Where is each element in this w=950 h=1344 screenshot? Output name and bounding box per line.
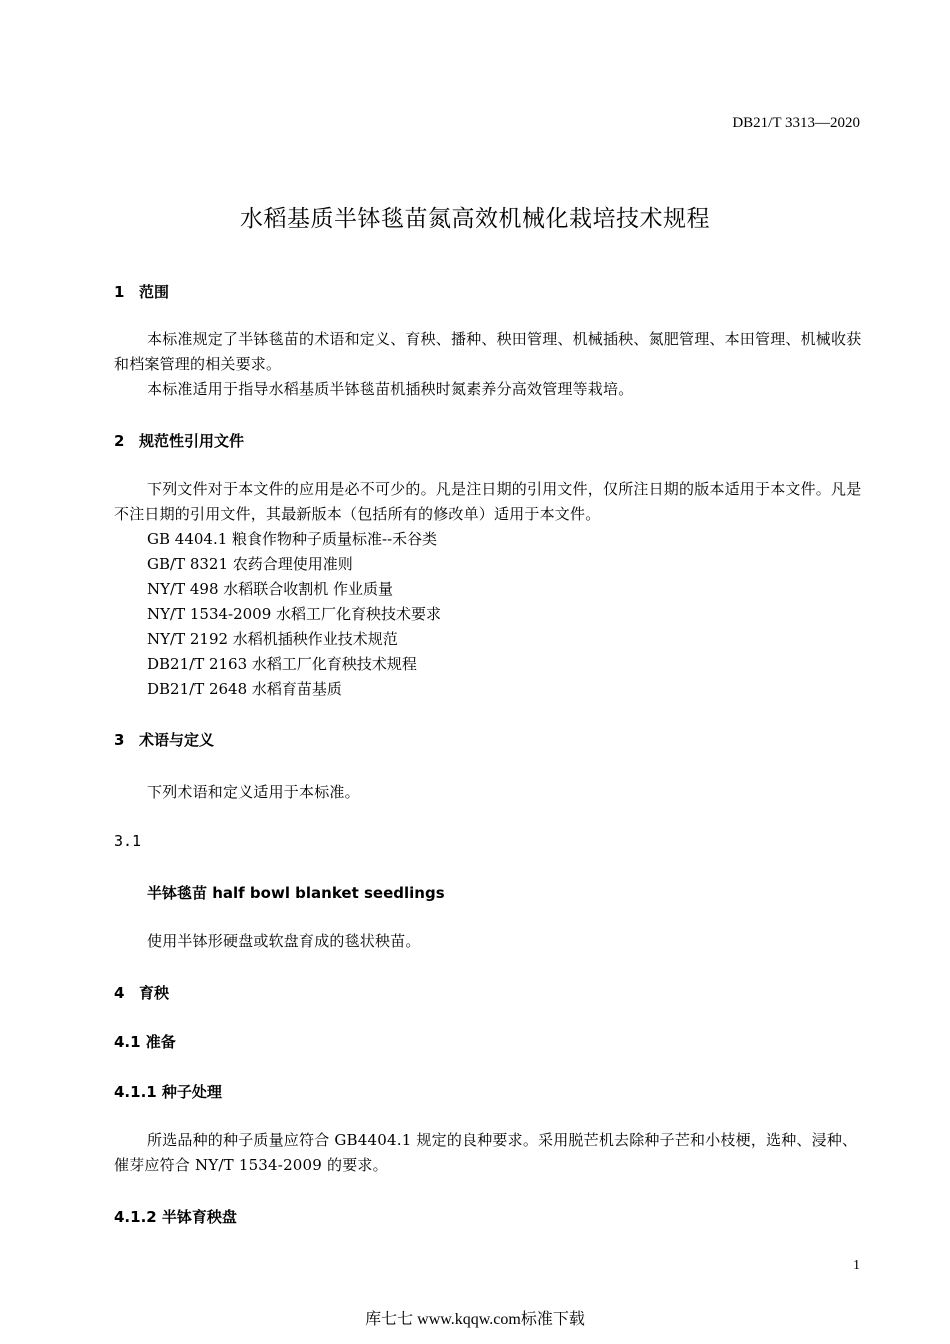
document-title: 水稻基质半钵毯苗氮高效机械化栽培技术规程 (240, 206, 710, 232)
section-number: 4 (114, 984, 125, 1002)
section-3-paragraph-1: 下列术语和定义适用于本标准。 (147, 783, 360, 801)
term-name: 半钵毯苗 half bowl blanket seedlings (147, 884, 445, 902)
section-3-heading (114, 729, 214, 750)
reference-item: NY/T 2192 水稻机插秧作业技术规范 (147, 630, 398, 648)
section-title: 规范性引用文件 (139, 432, 245, 450)
reference-item: DB21/T 2163 水稻工厂化育秧技术规程 (147, 655, 417, 673)
section-2-paragraph-1: 下列文件对于本文件的应用是必不可少的。凡是注日期的引用文件，仅所注日期的版本适用于本文件。凡是不注日期的引用文件，其最新版本（包括所有的修改单）适用于本文件。 (114, 480, 862, 523)
footer-watermark-text: 库七七 www.kqqw.com标准下载 (365, 1311, 585, 1328)
subsection-4-1-1-heading: 4.1.1 种子处理 (114, 1083, 222, 1101)
section-title: 术语与定义 (139, 731, 215, 749)
section-1-paragraph-1: 本标准规定了半钵毯苗的术语和定义、育秧、播种、秧田管理、机械插秧、氮肥管理、本田管理、机械收获和档案管理的相关要求。 (114, 330, 862, 373)
section-number: 1 (114, 283, 125, 301)
subsection-4-1-1-paragraph: 所选品种的种子质量应符合 GB4404.1 规定的良种要求。采用脱芒机去除种子芒和小枝梗，选种、浸种、催芽应符合 NY/T 1534-2009 的要求。 (114, 1131, 858, 1174)
section-number: 2 (114, 432, 125, 450)
reference-item: NY/T 1534-2009 水稻工厂化育秧技术要求 (147, 605, 442, 623)
page-number: 1 (853, 1258, 860, 1273)
section-number: 3 (114, 731, 125, 749)
reference-item: GB/T 8321 农药合理使用准则 (147, 555, 353, 573)
reference-item: GB 4404.1 粮食作物种子质量标准--禾谷类 (147, 530, 438, 548)
section-title: 范围 (139, 283, 170, 301)
section-2-heading (114, 430, 244, 451)
reference-item: NY/T 498 水稻联合收割机 作业质量 (147, 580, 394, 598)
subsection-4-1-2-heading: 4.1.2 半钵育秧盘 (114, 1208, 237, 1226)
section-1-heading (114, 281, 169, 302)
subsection-4-1-heading: 4.1 准备 (114, 1033, 176, 1051)
term-number: 3.1 (114, 832, 142, 850)
section-4-heading (114, 982, 169, 1003)
document-code: DB21/T 3313—2020 (732, 115, 860, 131)
section-title: 育秧 (139, 984, 170, 1002)
term-definition: 使用半钵形硬盘或软盘育成的毯状秧苗。 (147, 932, 421, 950)
section-1-paragraph-2: 本标准适用于指导水稻基质半钵毯苗机插秧时氮素养分高效管理等栽培。 (147, 380, 634, 398)
reference-item: DB21/T 2648 水稻育苗基质 (147, 680, 342, 698)
